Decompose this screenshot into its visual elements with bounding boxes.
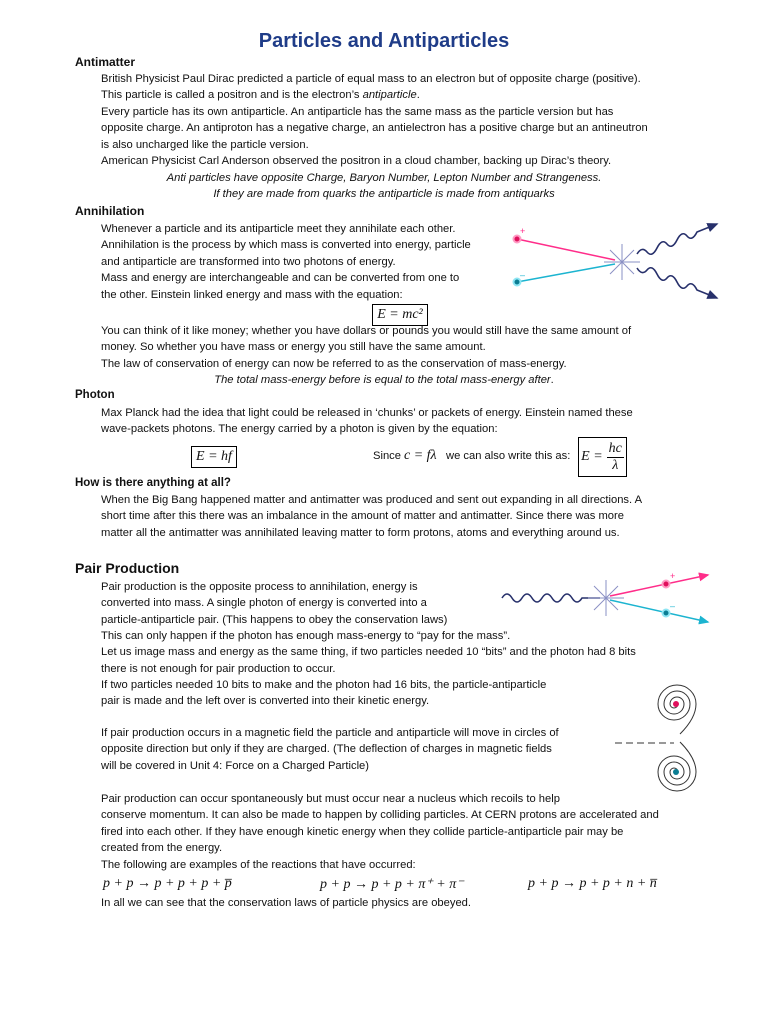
money-text bbox=[101, 323, 721, 372]
antimatter-line: is also uncharged like the particle version. bbox=[101, 138, 309, 151]
pair-heading: Pair Production bbox=[75, 560, 180, 576]
electron-dot bbox=[514, 236, 521, 243]
pair-text-b bbox=[101, 628, 721, 677]
pair-line: there is not enough for pair production to occur. bbox=[101, 662, 336, 675]
pair-line: fired into each other. If they have enough kinetic energy when they collide particle-antiparticle pair may be bbox=[101, 825, 624, 838]
svg-text:–: – bbox=[520, 270, 526, 280]
reaction-1: p + p → p + p + p + p̅ bbox=[103, 876, 232, 891]
antiparticle-spiral bbox=[658, 742, 696, 791]
pair-text-e bbox=[101, 791, 721, 873]
positron-path bbox=[517, 264, 615, 282]
anything-text bbox=[101, 492, 741, 541]
incoming-photon-wave bbox=[502, 594, 600, 602]
pair-line: particle-antiparticle pair. (This happens to obey the conservation laws) bbox=[101, 613, 448, 626]
money-line: money. So whether you have mass or energy you still have the same amount. bbox=[101, 341, 486, 354]
page-title: Particles and Antiparticles bbox=[258, 30, 510, 52]
antimatter-line: Every particle has its own antiparticle. An antiparticle has the same mass as the particle version but has bbox=[101, 105, 614, 118]
antimatter-line: American Physicist Carl Anderson observed the positron in a cloud chamber, backing up Dirac’s theory. bbox=[101, 155, 612, 168]
antimatter-line: This particle is called a positron and is the electron’s antiparticle. bbox=[101, 89, 420, 102]
annihilation-line: Whenever a particle and its antiparticle meet they annihilate each other. bbox=[101, 223, 456, 235]
photon-line: wave-packets photons. The energy carried by a photon is given by the equation: bbox=[101, 423, 498, 436]
photon-heading: Photon bbox=[75, 389, 115, 401]
annihilation-line: the other. Einstein linked energy and mass with the equation: bbox=[101, 288, 403, 301]
annihilation-line: and antiparticle are transformed into two photons of energy. bbox=[101, 255, 396, 268]
pair-line: The following are examples of the reactions that have occurred: bbox=[101, 858, 416, 871]
pair-text-d bbox=[101, 725, 601, 774]
annihilation-diagram bbox=[505, 222, 720, 302]
antimatter-line: opposite charge. An antiproton has a negative charge, an antielectron has a positive charge but an antineutron bbox=[101, 122, 648, 135]
equation-ehf: E = hf bbox=[191, 446, 237, 468]
pair-line: opposite direction but only if they are charged. (The deflection of charges in magnetic fields bbox=[101, 743, 552, 756]
pair-line: converted into mass. A single photon of energy is converted into a bbox=[101, 597, 427, 610]
antimatter-text bbox=[101, 71, 721, 169]
particle-out-dot bbox=[663, 581, 670, 588]
photon-wave-down bbox=[637, 268, 717, 298]
pair-text-c bbox=[101, 677, 601, 710]
pair-line: If two particles needed 10 bits to make and the photon had 16 bits, the particle-antiparticle bbox=[101, 679, 547, 691]
particle-spiral-dot bbox=[673, 701, 679, 707]
money-line: The law of conservation of energy can now be referred to as the conservation of mass-energy. bbox=[101, 357, 567, 370]
pair-text-a bbox=[101, 579, 501, 628]
eq2-den: λ bbox=[612, 457, 619, 473]
photon-text bbox=[101, 405, 721, 438]
money-line: You can think of it like money; whether you have dollars or pounds you would still have the same amount of bbox=[101, 325, 632, 337]
antimatter-italic-1: Anti particles have opposite Charge, Baryon Number, Lepton Number and Strangeness. bbox=[166, 172, 602, 184]
antiparticle-spiral-dot bbox=[673, 769, 679, 775]
pair-line: conserve momentum. It can also be made to happen by colliding particles. At CERN protons are accelerated and bbox=[101, 809, 659, 822]
svg-text:–: – bbox=[670, 601, 676, 611]
pair-line: created from the energy. bbox=[101, 842, 223, 855]
annihilation-line: Mass and energy are interchangeable and can be converted from one to bbox=[101, 272, 460, 285]
antimatter-italic-2: If they are made from quarks the antiparticle is made from antiquarks bbox=[213, 188, 555, 200]
since-text: Since bbox=[373, 450, 401, 462]
reaction-3: p + p → p + p + n + n̅ bbox=[528, 876, 657, 891]
reaction-2: p + p → p + p + π⁺ + π⁻ bbox=[320, 877, 464, 892]
particle-out-path bbox=[610, 575, 708, 596]
pair-production-diagram bbox=[500, 570, 715, 626]
pair-line: will be covered in Unit 4: Force on a Charged Particle) bbox=[101, 759, 370, 772]
photon-line: Max Planck had the idea that light could be released in ‘chunks’ or packets of energy. Einstein named these bbox=[101, 407, 633, 419]
svg-text:+: + bbox=[670, 571, 676, 581]
electron-path bbox=[517, 239, 615, 260]
eq2-num: hc bbox=[608, 440, 622, 456]
since-tail: we can also write this as: bbox=[446, 450, 571, 462]
collision-flash-icon bbox=[604, 244, 640, 280]
pair-line: Pair production is the opposite process to annihilation, energy is bbox=[101, 581, 418, 593]
magnetic-field-spirals bbox=[610, 680, 720, 800]
particle-spiral bbox=[658, 685, 696, 734]
conservation-statement: The total mass-energy before is equal to the total mass-energy after. bbox=[214, 374, 554, 386]
antiparticle-out-path bbox=[610, 600, 708, 622]
svg-text:+: + bbox=[520, 226, 526, 236]
pair-line: This can only happen if the photon has enough mass-energy to “pay for the mass”. bbox=[101, 630, 511, 642]
pair-flash-icon bbox=[588, 580, 624, 616]
anything-line: matter all the antimatter was annihilated leaving matter to form protons, atoms and everything around us. bbox=[101, 526, 620, 539]
antimatter-heading: Antimatter bbox=[75, 55, 136, 69]
antiparticle-out-dot bbox=[663, 610, 670, 617]
annihilation-text bbox=[101, 221, 501, 303]
pair-line: Let us image mass and energy as the same thing, if two particles needed 10 “bits” and the photon had 8 bits bbox=[101, 646, 636, 659]
anything-heading: How is there anything at all? bbox=[75, 477, 231, 489]
photon-wave-up bbox=[637, 224, 717, 254]
pair-line: Pair production can occur spontaneously but must occur near a nucleus which recoils to help bbox=[101, 793, 560, 805]
equation-ehc bbox=[578, 437, 627, 477]
annihilation-line: Annihilation is the process by which mass is converted into energy, particle bbox=[101, 239, 471, 252]
annihilation-heading: Annihilation bbox=[75, 204, 145, 218]
pair-line: pair is made and the left over is converted into their kinetic energy. bbox=[101, 695, 430, 708]
equation-emc2: E = mc² bbox=[372, 304, 428, 326]
anything-line: short time after this there was an imbalance in the amount of matter and antimatter. Since there was more bbox=[101, 510, 624, 523]
anything-line: When the Big Bang happened matter and antimatter was produced and sent out expanding in all directions. A bbox=[101, 494, 643, 506]
pair-line: If pair production occurs in a magnetic field the particle and antiparticle will move in circles of bbox=[101, 727, 559, 739]
antimatter-line: British Physicist Paul Dirac predicted a particle of equal mass to an electron but of opposite charge (positive). bbox=[101, 73, 641, 85]
eq2-lhs: E = bbox=[581, 449, 603, 464]
final-statement: In all we can see that the conservation laws of particle physics are obeyed. bbox=[101, 897, 472, 909]
equation-c: c = fλ bbox=[404, 448, 437, 463]
